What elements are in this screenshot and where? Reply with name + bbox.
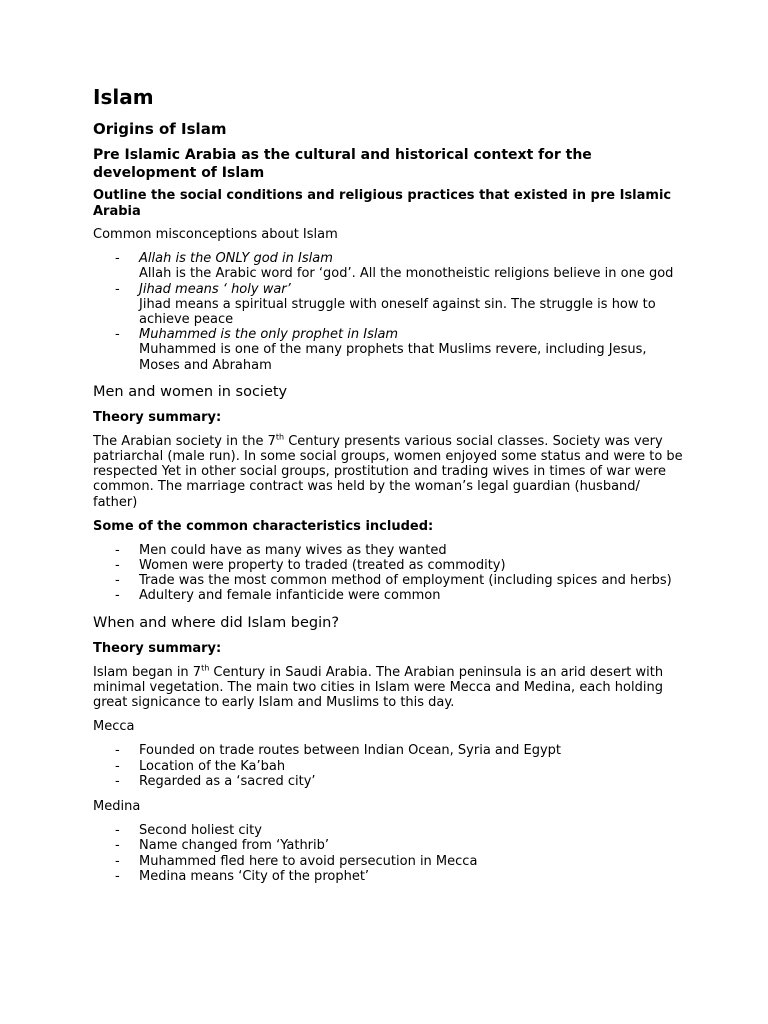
list-item (93, 743, 683, 758)
list-item-text: Adultery and female infanticide were common (139, 588, 441, 604)
characteristics-heading: Some of the common characteristics included: (93, 518, 434, 534)
bullet-dash: - (115, 853, 120, 869)
list-item-text: Medina means ‘City of the prophet’ (139, 868, 370, 884)
misconception-claim: Muhammed is the only prophet in Islam (139, 327, 399, 343)
theory-summary-label: Theory summary: (93, 640, 222, 656)
medina-label: Medina (93, 799, 141, 815)
pre-islamic-heading: Pre Islamic Arabia as the cultural and historical context for the development of Islam (93, 147, 592, 181)
bullet-dash: - (115, 573, 120, 589)
list-item-text: Second holiest city (139, 823, 262, 839)
misconception-claim: Allah is the ONLY god in Islam (139, 251, 333, 267)
list-item (93, 854, 683, 869)
list-item (93, 588, 683, 603)
paragraph-text: Century presents various social classes. Society was very patriarchal (male run). In some social groups, women enjoyed some status and were to be respected Yet in other social groups, prostitution and trading wives in times of war were common. The marriage contract was held by the woman’s legal guardian (husband/ father) (93, 433, 683, 510)
misconceptions-intro: Common misconceptions about Islam (93, 227, 338, 242)
document-page (93, 84, 683, 894)
list-item (93, 282, 683, 328)
list-item-text: Men could have as many wives as they wanted (139, 542, 447, 558)
bullet-dash: - (115, 743, 120, 759)
bullet-dash: - (115, 823, 120, 839)
paragraph-text: Islam began in 7 (93, 664, 202, 680)
characteristics-list (93, 543, 683, 604)
mecca-list (93, 743, 683, 789)
list-item-text: Location of the Ka’bah (139, 758, 286, 774)
paragraph-text: The Arabian society in the 7 (93, 433, 276, 449)
list-item (93, 823, 683, 838)
list-item (93, 573, 683, 588)
bullet-dash: - (115, 542, 120, 558)
bullet-dash: - (115, 251, 120, 267)
begin-paragraph (93, 665, 683, 711)
list-item-text: Trade was the most common method of employment (including spices and herbs) (139, 573, 672, 589)
ordinal-suffix: th (201, 663, 210, 673)
list-item (93, 759, 683, 774)
list-item-text: Regarded as a ‘sacred city’ (139, 773, 316, 789)
list-item (93, 838, 683, 853)
mecca-label: Mecca (93, 719, 135, 735)
list-item (93, 869, 683, 884)
list-item (93, 327, 683, 373)
misconception-explanation: Allah is the Arabic word for ‘god’. All the monotheistic religions believe in one god (139, 266, 674, 282)
bullet-dash: - (115, 758, 120, 774)
bullet-dash: - (115, 588, 120, 604)
list-item (93, 774, 683, 789)
outline-heading: Outline the social conditions and religious practices that existed in pre Islamic Arabia (93, 188, 672, 219)
paragraph-text: Century in Saudi Arabia. The Arabian peninsula is an arid desert with minimal vegetation. The main two cities in Islam were Mecca and Medina, each holding great signicance to early Islam and Muslims to this day. (93, 664, 664, 711)
misconception-explanation: Muhammed is one of the many prophets that Muslims revere, including Jesus, Moses and Abraham (139, 342, 647, 373)
theory-summary-label: Theory summary: (93, 409, 222, 425)
list-item (93, 558, 683, 573)
misconception-claim: Jihad means ‘ holy war’ (139, 281, 291, 297)
list-item-text: Women were property to traded (treated as commodity) (139, 558, 506, 574)
bullet-dash: - (115, 773, 120, 789)
bullet-dash: - (115, 838, 120, 854)
list-item-text: Founded on trade routes between Indian Ocean, Syria and Egypt (139, 743, 562, 759)
misconception-explanation: Jihad means a spiritual struggle with oneself against sin. The struggle is how to achieve peace (139, 296, 656, 328)
document-title: Islam (93, 85, 154, 109)
medina-list (93, 823, 683, 884)
ordinal-suffix: th (275, 432, 285, 442)
list-item (93, 251, 683, 281)
misconceptions-list (93, 251, 683, 373)
list-item-text: Name changed from ‘Yathrib’ (139, 838, 330, 854)
list-item (93, 543, 683, 558)
bullet-dash: - (115, 868, 120, 884)
begin-heading: When and where did Islam begin? (93, 614, 340, 631)
men-women-heading: Men and women in society (93, 383, 288, 400)
origins-heading: Origins of Islam (93, 120, 227, 138)
bullet-dash: - (115, 281, 120, 297)
list-item-text: Muhammed fled here to avoid persecution in Mecca (139, 853, 478, 869)
bullet-dash: - (115, 327, 120, 343)
men-women-paragraph (93, 434, 683, 510)
bullet-dash: - (115, 558, 120, 574)
